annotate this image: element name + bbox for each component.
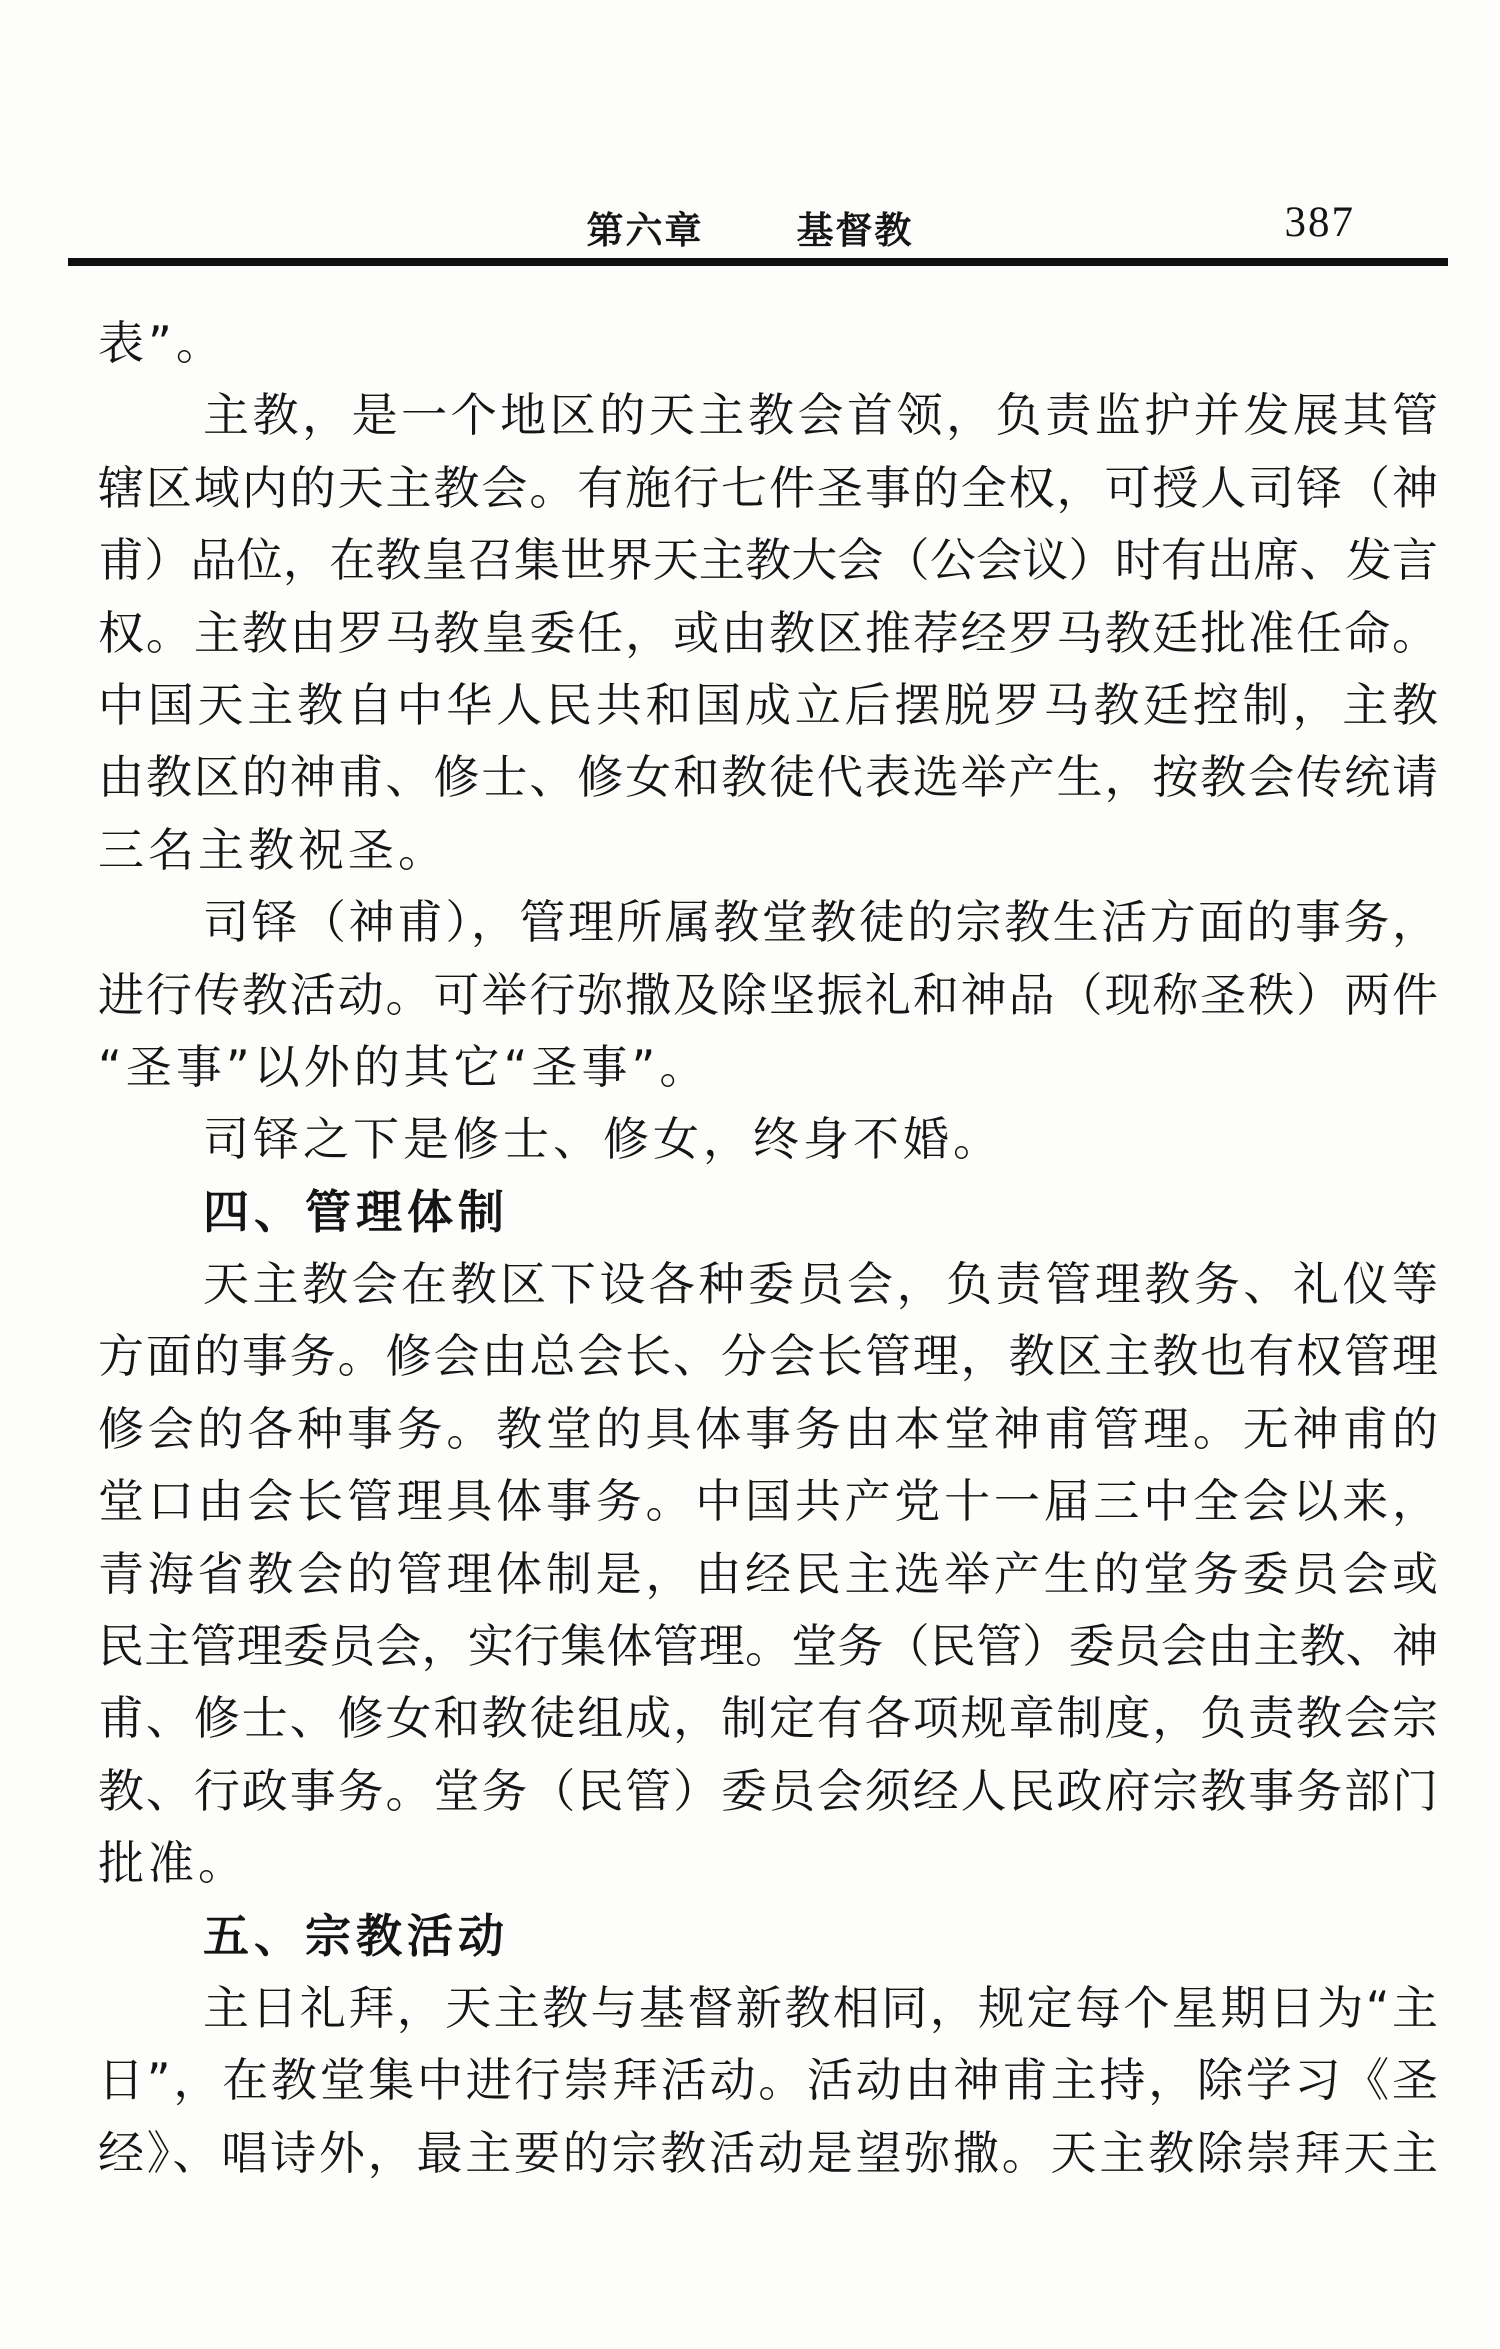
text-line: 进行传教活动。可举行弥撒及除坚振礼和神品（现称圣秩）两件: [98, 967, 1438, 1022]
text-line: 权。主教由罗马教皇委任，或由教区推荐经罗马教廷批准任命。: [98, 605, 1438, 660]
text-line: 天主教会在教区下设各种委员会，负责管理教务、礼仪等: [203, 1257, 1438, 1312]
text-line: 日”，在教堂集中进行崇拜活动。活动由神甫主持，除学习《圣: [98, 2053, 1438, 2108]
header-center: [0, 200, 1500, 254]
text-line: 青海省教会的管理体制是，由经民主选举产生的堂务委员会或: [98, 1546, 1438, 1601]
page-number: 387: [1284, 199, 1355, 246]
text-line: 由教区的神甫、修士、修女和教徒代表选举产生，按教会传统请: [98, 750, 1438, 805]
running-header: [0, 200, 1500, 252]
text-line: 司铎（神甫），管理所属教堂教徒的宗教生活方面的事务，: [203, 895, 1438, 950]
section-heading: 四、管理体制: [203, 1184, 509, 1239]
text-line: 三名主教祝圣。: [98, 822, 448, 877]
body-text: [98, 307, 1438, 2189]
text-line: 甫、修士、修女和教徒组成，制定有各项规章制度，负责教会宗: [98, 1691, 1438, 1746]
text-line: 司铎之下是修士、修女，终身不婚。: [203, 1112, 1003, 1167]
text-line: “圣事”以外的其它“圣事”。: [98, 1039, 710, 1094]
text-line: 批准。: [98, 1836, 248, 1891]
text-line: 方面的事务。修会由总会长、分会长管理，教区主教也有权管理: [98, 1329, 1438, 1384]
text-line: 主日礼拜，天主教与基督新教相同，规定每个星期日为“主: [203, 1980, 1438, 2035]
chapter-label: 第六章: [586, 209, 704, 252]
chapter-title: 基督教: [796, 209, 914, 252]
text-line: 辖区域内的天主教会。有施行七件圣事的全权，可授人司铎（神: [98, 460, 1438, 515]
text-line: 修会的各种事务。教堂的具体事务由本堂神甫管理。无神甫的: [98, 1401, 1438, 1456]
text-line: 经》、唱诗外，最主要的宗教活动是望弥撒。天主教除崇拜天主: [98, 2125, 1438, 2180]
text-line: 教、行政事务。堂务（民管）委员会须经人民政府宗教事务部门: [98, 1763, 1438, 1818]
text-line: 主教，是一个地区的天主教会首领，负责监护并发展其管: [203, 388, 1438, 443]
text-line: 民主管理委员会，实行集体管理。堂务（民管）委员会由主教、神: [98, 1619, 1438, 1674]
section-heading: 五、宗教活动: [203, 1908, 509, 1963]
text-line: 中国天主教自中华人民共和国成立后摆脱罗马教廷控制，主教: [98, 677, 1438, 732]
header-double-rule: [68, 258, 1448, 266]
text-line: 甫）品位，在教皇召集世界天主教大会（公会议）时有出席、发言: [98, 533, 1438, 588]
text-line: 堂口由会长管理具体事务。中国共产党十一届三中全会以来，: [98, 1474, 1438, 1529]
text-line: 表”。: [98, 316, 226, 370]
